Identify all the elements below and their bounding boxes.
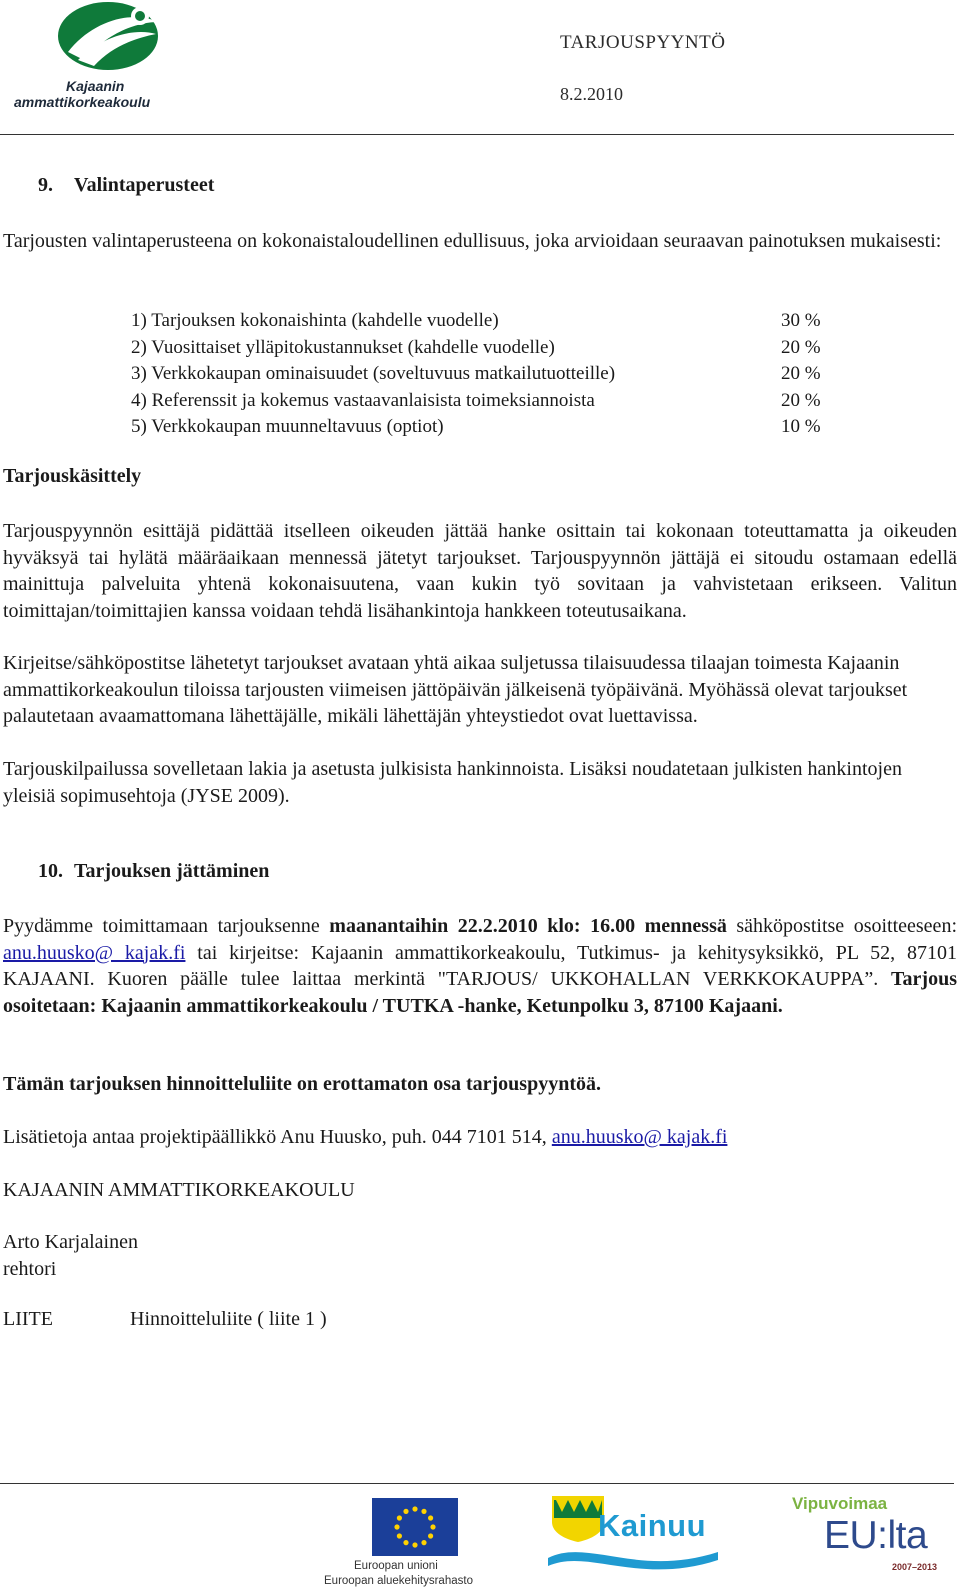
criteria-label: 5) Verkkokaupan muunneltavuus (optiot): [131, 416, 444, 437]
deadline-text: maanantaihin 22.2.2010 klo: 16.00 mennessä: [329, 915, 727, 937]
signer-title: rehtori: [3, 1258, 57, 1280]
eu-flag-icon: [372, 1498, 458, 1556]
criteria-weight: 20 %: [781, 363, 821, 384]
vip-line-1: Vipuvoimaa: [792, 1494, 888, 1513]
criteria-label: 4) Referenssit ja kokemus vastaavanlaisista toimeksiannoista: [131, 389, 595, 411]
document-date: 8.2.2010: [560, 84, 623, 104]
criteria-label: 2) Vuosittaiset ylläpitokustannukset (kahdelle vuodelle): [131, 336, 555, 358]
eu-caption-1: Euroopan unioni: [354, 1560, 438, 1572]
submission-paragraph: [3, 913, 957, 1019]
kainuu-logo: [548, 1490, 718, 1590]
attachment-line: [3, 1308, 327, 1331]
submission-text-c: tai kirjeitse: Kajaanin ammattikorkeakoulu, Tutkimus- ja kehitysyksikkö, PL 52, 87101 KAJAANI. Kuoren päälle tulee laittaa merkintä "TARJOUS/ UKKOHALLAN VERKKOKAUPPA”.: [3, 941, 957, 990]
header-divider: [0, 134, 954, 135]
vip-years: 2007–2013: [892, 1562, 938, 1572]
eu-logo: [324, 1490, 474, 1590]
section-9-heading: [38, 174, 214, 197]
vip-line-2: EU:lta: [824, 1514, 928, 1557]
criteria-weight: 20 %: [781, 336, 821, 358]
logo-line-2: ammattikorkeakoulu: [14, 94, 151, 110]
kainuu-wordmark: Kainuu: [598, 1508, 707, 1543]
contact-email-link[interactable]: anu.huusko@ kajak.fi: [551, 1126, 728, 1148]
section-9-number: 9.: [38, 174, 53, 196]
address-text: Tarjous osoitetaan: Kajaanin ammattikorkeakoulu / TUTKA -hanke, Ketunpolku 3, 87100 Kajaani.: [3, 968, 957, 1017]
section-10-number: 10.: [38, 860, 63, 882]
appendix-note: Tämän tarjouksen hinnoitteluliite on erottamaton osa tarjouspyyntöä.: [3, 1073, 601, 1095]
criteria-row: [131, 335, 831, 362]
criteria-intro: Tarjousten valintaperusteena on kokonaistaloudellinen edullisuus, joka arvioidaan seuraavan painotuksen mukaisesti:: [3, 230, 942, 252]
criteria-weight: 10 %: [781, 416, 821, 437]
criteria-row: [131, 414, 831, 441]
contact-paragraph: [3, 1124, 957, 1151]
document-type: TARJOUSPYYNTÖ: [560, 32, 726, 53]
submission-text-b: sähköpostitse osoitteeseen:: [726, 915, 957, 937]
criteria-row: [131, 388, 831, 415]
criteria-weight: 20 %: [781, 389, 821, 411]
vipuvoimaa-logo: [792, 1494, 952, 1589]
criteria-row: [131, 361, 831, 388]
kajaani-emblem-icon: [48, 0, 168, 80]
criteria-row: [131, 308, 831, 335]
signer-name: Arto Karjalainen: [3, 1231, 138, 1253]
attachment-label: LIITE: [3, 1308, 53, 1330]
organization-name: KAJAANIN AMMATTIKORKEAKOULU: [3, 1179, 355, 1201]
section-10-title: Tarjouksen jättäminen: [74, 860, 270, 882]
criteria-label: 1) Tarjouksen kokonaishinta (kahdelle vuodelle): [131, 310, 499, 331]
section-9-title: Valintaperusteet: [74, 174, 215, 196]
criteria-label: 3) Verkkokaupan ominaisuudet (soveltuvuus matkailutuotteille): [131, 363, 616, 384]
eu-caption-2: Euroopan aluekehitysrahasto: [324, 1575, 473, 1587]
kainuu-wave-icon: [548, 1538, 718, 1588]
paragraph-handling: Tarjouspyynnön esittäjä pidättää itselleen oikeuden jättää hanke osittain tai kokonaan toteuttamatta ja oikeuden hyväksyä tai hylätä määräaikaan mennessä jätetyt tarjoukset. Tarjouspyynnön jättäjä ei sitoudu ostamaan edellä mainittuja palveluita yhtenä kokonaisuutena, vaan kukin työ sovitaan ja vahvistetaan erikseen. Valitun toimittajan/toimittajien kanssa voidaan tehdä lisähankintoja hankkeen toteutusaikana.: [3, 520, 957, 622]
criteria-weight: 30 %: [781, 310, 821, 331]
section-10-heading: [38, 860, 269, 883]
tarjouskasittely-heading: Tarjouskäsittely: [3, 465, 142, 487]
footer-logos: [0, 1490, 960, 1593]
attachment-value: Hinnoitteluliite ( liite 1 ): [130, 1308, 327, 1330]
paragraph-law: Tarjouskilpailussa sovelletaan lakia ja asetusta julkisista hankinnoista. Lisäksi noudatetaan julkisten hankintojen yleisiä sopimusehtoja (JYSE 2009).: [3, 758, 902, 807]
criteria-list: [131, 308, 831, 441]
logo-line-1: Kajaanin: [66, 78, 125, 94]
paragraph-opening: Kirjeitse/sähköpostitse lähetetyt tarjoukset avataan yhtä aikaa suljetussa tilaisuudessa tilaajan toimesta Kajaanin ammattikorkeakoulun tiloissa tarjousten viimeisen jättöpäivän jälkeisenä työpäivänä. Myöhässä olevat tarjoukset palautetaan avaamattomana lähettäjälle, mikäli lähettäjän yhteystiedot ovat luettavissa.: [3, 652, 908, 727]
kajaani-logo: [12, 0, 192, 115]
submission-text-a: Pyydämme toimittamaan tarjouksenne: [3, 915, 330, 937]
contact-text: Lisätietoja antaa projektipäällikkö Anu Huusko, puh. 044 7101 514,: [3, 1126, 552, 1148]
email-link[interactable]: anu.huusko@ kajak.fi: [3, 941, 186, 964]
footer-divider: [0, 1483, 954, 1484]
